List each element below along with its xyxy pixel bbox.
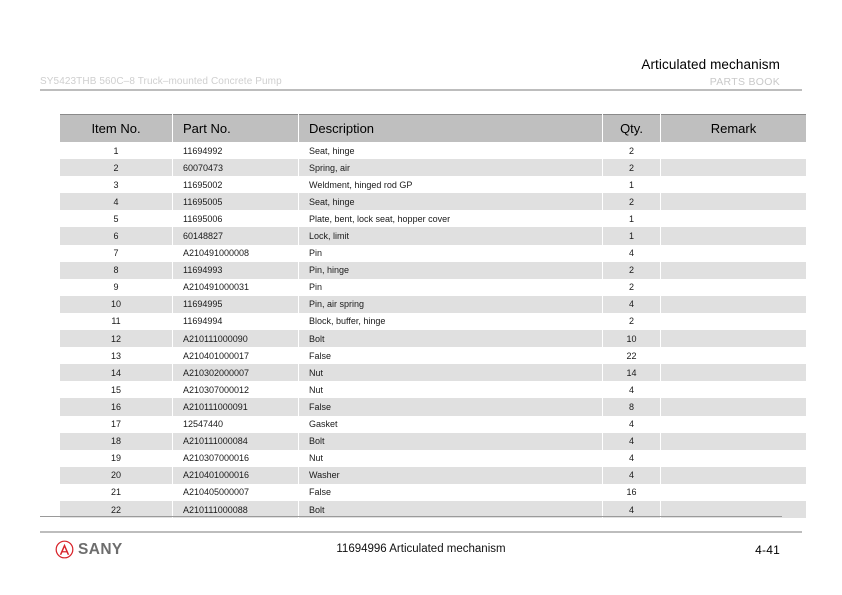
cell-description: Plate, bent, lock seat, hopper cover bbox=[299, 210, 603, 227]
cell-qty: 4 bbox=[603, 501, 661, 518]
cell-part-no: 11694992 bbox=[173, 142, 299, 159]
cell-description: Nut bbox=[299, 381, 603, 398]
cell-remark bbox=[661, 142, 807, 159]
cell-remark bbox=[661, 398, 807, 415]
cell-part-no: A210401000017 bbox=[173, 347, 299, 364]
cell-item-no: 9 bbox=[60, 279, 173, 296]
parts-table bbox=[60, 114, 806, 518]
cell-item-no: 3 bbox=[60, 176, 173, 193]
document-subtitle: PARTS BOOK bbox=[709, 76, 780, 88]
cell-qty: 2 bbox=[603, 279, 661, 296]
cell-item-no: 22 bbox=[60, 501, 173, 518]
cell-part-no: A210491000008 bbox=[173, 245, 299, 262]
cell-part-no: 11694994 bbox=[173, 313, 299, 330]
table-row[interactable] bbox=[60, 484, 806, 501]
cell-qty: 4 bbox=[603, 450, 661, 467]
cell-remark bbox=[661, 484, 807, 501]
table-row[interactable] bbox=[60, 381, 806, 398]
cell-description: Gasket bbox=[299, 416, 603, 433]
cell-item-no: 10 bbox=[60, 296, 173, 313]
cell-part-no: A210111000088 bbox=[173, 501, 299, 518]
cell-remark bbox=[661, 176, 807, 193]
table-row[interactable] bbox=[60, 433, 806, 450]
cell-item-no: 12 bbox=[60, 330, 173, 347]
cell-description: Weldment, hinged rod GP bbox=[299, 176, 603, 193]
cell-part-no: A210307000016 bbox=[173, 450, 299, 467]
cell-qty: 8 bbox=[603, 398, 661, 415]
cell-remark bbox=[661, 210, 807, 227]
cell-remark bbox=[661, 416, 807, 433]
cell-part-no: A210302000007 bbox=[173, 364, 299, 381]
cell-qty: 2 bbox=[603, 262, 661, 279]
cell-description: Nut bbox=[299, 364, 603, 381]
cell-remark bbox=[661, 364, 807, 381]
machine-model-label: SY5423THB 560C–8 Truck–mounted Concrete Pump bbox=[40, 76, 282, 87]
cell-qty: 10 bbox=[603, 330, 661, 347]
table-row[interactable] bbox=[60, 279, 806, 296]
cell-item-no: 19 bbox=[60, 450, 173, 467]
cell-qty: 1 bbox=[603, 210, 661, 227]
table-row[interactable] bbox=[60, 210, 806, 227]
cell-part-no: 11694993 bbox=[173, 262, 299, 279]
cell-description: Lock, limit bbox=[299, 227, 603, 244]
cell-part-no: 12547440 bbox=[173, 416, 299, 433]
cell-qty: 2 bbox=[603, 313, 661, 330]
cell-remark bbox=[661, 159, 807, 176]
header-divider bbox=[40, 89, 802, 91]
table-row[interactable] bbox=[60, 227, 806, 244]
parts-table-header bbox=[60, 115, 806, 143]
cell-part-no: A210111000091 bbox=[173, 398, 299, 415]
cell-item-no: 1 bbox=[60, 142, 173, 159]
cell-description: Pin bbox=[299, 279, 603, 296]
cell-part-no: A210307000012 bbox=[173, 381, 299, 398]
cell-qty: 2 bbox=[603, 159, 661, 176]
cell-remark bbox=[661, 313, 807, 330]
cell-description: False bbox=[299, 484, 603, 501]
table-row[interactable] bbox=[60, 467, 806, 484]
cell-qty: 4 bbox=[603, 416, 661, 433]
page-footer bbox=[0, 538, 842, 568]
cell-item-no: 15 bbox=[60, 381, 173, 398]
cell-qty: 1 bbox=[603, 176, 661, 193]
cell-item-no: 4 bbox=[60, 193, 173, 210]
footer-divider bbox=[40, 531, 802, 533]
cell-qty: 1 bbox=[603, 227, 661, 244]
cell-qty: 16 bbox=[603, 484, 661, 501]
table-row[interactable] bbox=[60, 364, 806, 381]
cell-qty: 4 bbox=[603, 433, 661, 450]
cell-part-no: 60070473 bbox=[173, 159, 299, 176]
cell-remark bbox=[661, 381, 807, 398]
table-header-row bbox=[60, 115, 806, 143]
cell-item-no: 7 bbox=[60, 245, 173, 262]
table-row[interactable] bbox=[60, 262, 806, 279]
page-number: 4-41 bbox=[755, 543, 780, 557]
sany-logo-text: SANY bbox=[78, 541, 123, 558]
cell-qty: 2 bbox=[603, 193, 661, 210]
cell-qty: 2 bbox=[603, 142, 661, 159]
cell-item-no: 8 bbox=[60, 262, 173, 279]
cell-description: Spring, air bbox=[299, 159, 603, 176]
cell-qty: 22 bbox=[603, 347, 661, 364]
cell-description: Bolt bbox=[299, 433, 603, 450]
parts-table-container bbox=[60, 114, 782, 518]
cell-part-no: 11695006 bbox=[173, 210, 299, 227]
table-row[interactable] bbox=[60, 330, 806, 347]
column-header-remark[interactable]: Remark bbox=[661, 115, 807, 143]
cell-item-no: 17 bbox=[60, 416, 173, 433]
cell-description: Washer bbox=[299, 467, 603, 484]
cell-qty: 4 bbox=[603, 296, 661, 313]
column-header-item-no[interactable]: Item No. bbox=[60, 115, 173, 143]
cell-description: Block, buffer, hinge bbox=[299, 313, 603, 330]
cell-description: Pin bbox=[299, 245, 603, 262]
cell-description: Pin, air spring bbox=[299, 296, 603, 313]
cell-part-no: 60148827 bbox=[173, 227, 299, 244]
cell-description: Bolt bbox=[299, 330, 603, 347]
table-bottom-divider bbox=[40, 516, 782, 517]
table-row[interactable] bbox=[60, 347, 806, 364]
cell-item-no: 13 bbox=[60, 347, 173, 364]
cell-part-no: 11694995 bbox=[173, 296, 299, 313]
table-row[interactable] bbox=[60, 313, 806, 330]
document-section-title: Articulated mechanism bbox=[641, 57, 780, 72]
cell-part-no: A210405000007 bbox=[173, 484, 299, 501]
cell-description: False bbox=[299, 398, 603, 415]
cell-remark bbox=[661, 330, 807, 347]
cell-item-no: 18 bbox=[60, 433, 173, 450]
page-header bbox=[0, 0, 842, 96]
cell-remark bbox=[661, 467, 807, 484]
cell-part-no: 11695005 bbox=[173, 193, 299, 210]
cell-remark bbox=[661, 245, 807, 262]
table-row[interactable] bbox=[60, 159, 806, 176]
table-row[interactable] bbox=[60, 245, 806, 262]
column-header-part-no[interactable]: Part No. bbox=[173, 115, 299, 143]
table-row[interactable] bbox=[60, 416, 806, 433]
column-header-qty[interactable]: Qty. bbox=[603, 115, 661, 143]
cell-qty: 4 bbox=[603, 467, 661, 484]
cell-qty: 14 bbox=[603, 364, 661, 381]
column-header-description[interactable]: Description bbox=[299, 115, 603, 143]
cell-item-no: 5 bbox=[60, 210, 173, 227]
cell-item-no: 2 bbox=[60, 159, 173, 176]
cell-remark bbox=[661, 193, 807, 210]
cell-item-no: 6 bbox=[60, 227, 173, 244]
cell-item-no: 14 bbox=[60, 364, 173, 381]
cell-part-no: A210401000016 bbox=[173, 467, 299, 484]
cell-item-no: 11 bbox=[60, 313, 173, 330]
cell-description: Bolt bbox=[299, 501, 603, 518]
cell-description: Pin, hinge bbox=[299, 262, 603, 279]
cell-part-no: 11695002 bbox=[173, 176, 299, 193]
table-row[interactable] bbox=[60, 176, 806, 193]
table-row[interactable] bbox=[60, 296, 806, 313]
cell-description: Seat, hinge bbox=[299, 142, 603, 159]
footer-assembly-label: 11694996 Articulated mechanism bbox=[336, 543, 506, 555]
cell-description: Nut bbox=[299, 450, 603, 467]
cell-description: False bbox=[299, 347, 603, 364]
cell-item-no: 16 bbox=[60, 398, 173, 415]
cell-item-no: 21 bbox=[60, 484, 173, 501]
cell-remark bbox=[661, 433, 807, 450]
table-row[interactable] bbox=[60, 142, 806, 159]
cell-part-no: A210491000031 bbox=[173, 279, 299, 296]
table-row[interactable] bbox=[60, 450, 806, 467]
table-row[interactable] bbox=[60, 398, 806, 415]
cell-item-no: 20 bbox=[60, 467, 173, 484]
cell-description: Seat, hinge bbox=[299, 193, 603, 210]
cell-qty: 4 bbox=[603, 245, 661, 262]
cell-remark bbox=[661, 227, 807, 244]
cell-qty: 4 bbox=[603, 381, 661, 398]
cell-remark bbox=[661, 296, 807, 313]
cell-remark bbox=[661, 450, 807, 467]
parts-table-body bbox=[60, 142, 806, 518]
cell-part-no: A210111000084 bbox=[173, 433, 299, 450]
cell-part-no: A210111000090 bbox=[173, 330, 299, 347]
cell-remark bbox=[661, 262, 807, 279]
cell-remark bbox=[661, 279, 807, 296]
table-row[interactable] bbox=[60, 193, 806, 210]
cell-remark bbox=[661, 347, 807, 364]
